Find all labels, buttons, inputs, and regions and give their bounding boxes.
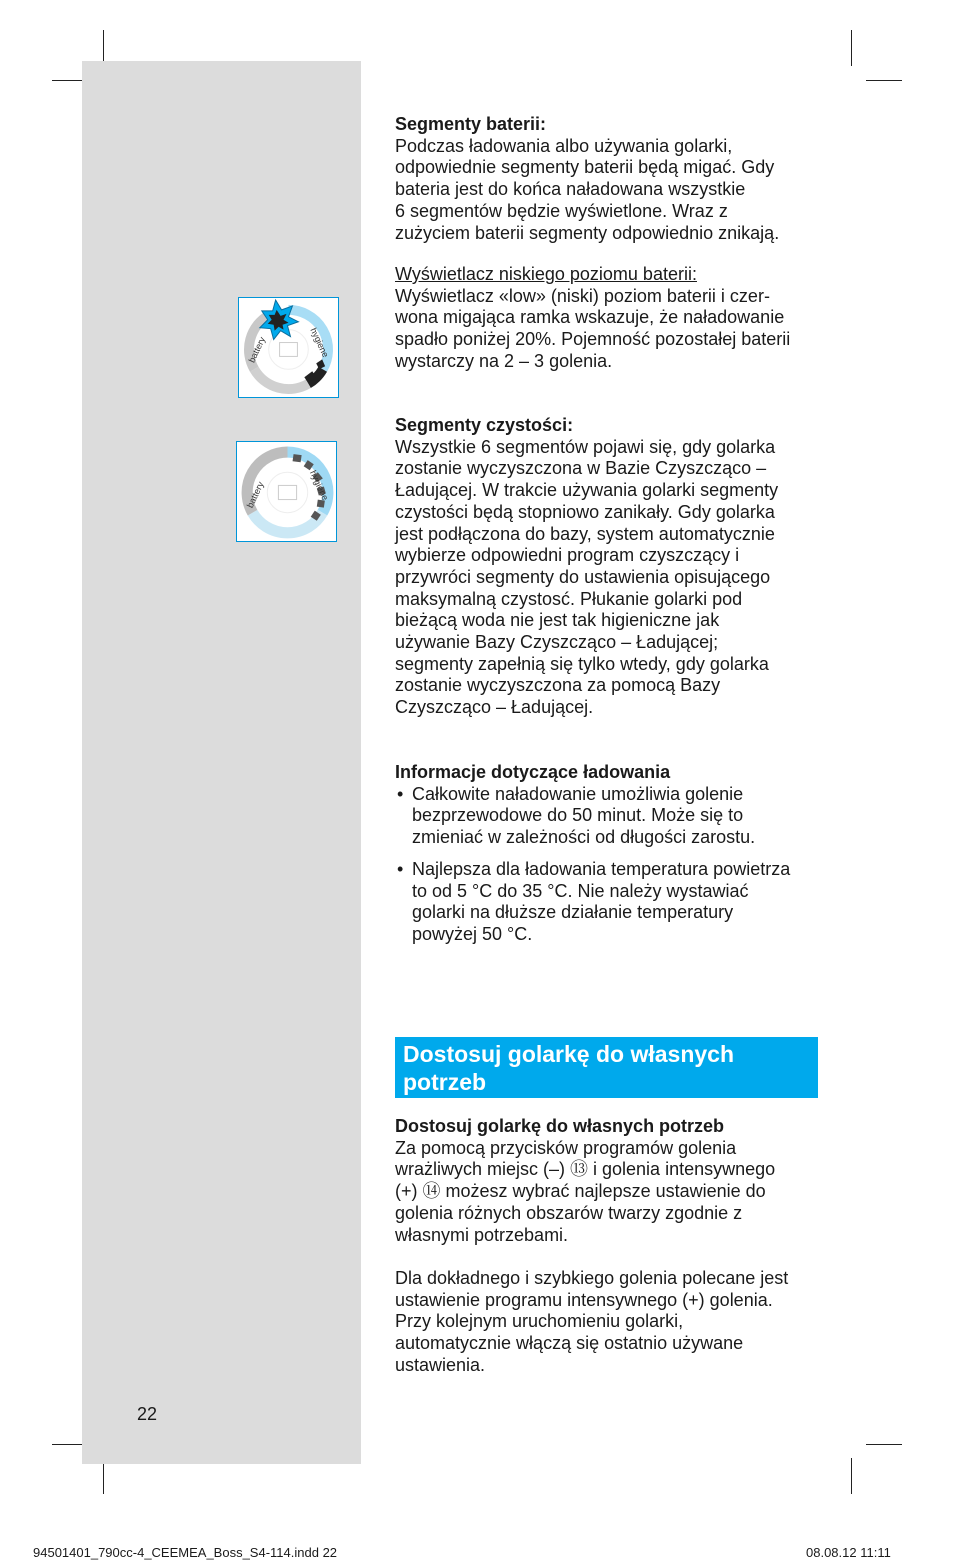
paragraph-line: wybierze odpowiedni program czyszczący i — [395, 545, 740, 566]
paragraph-line: golarki na dłuższe działanie temperatury — [412, 902, 734, 923]
paragraph-line: wona migająca ramka wskazuje, że naładowanie — [395, 307, 785, 328]
low-battery-display-icon — [238, 297, 339, 398]
paragraph-line: wrażliwych miejsc (–) ⑬ i golenia intensywnego — [395, 1159, 776, 1180]
hygiene-label: hygiene — [307, 468, 331, 502]
paragraph-line: Czyszcząco – Ładującej. — [395, 697, 594, 718]
paragraph-line: 6 segmentów będzie wyświetlone. Wraz z — [395, 200, 728, 221]
list-item — [395, 859, 825, 946]
paragraph-line: to od 5 °C do 35 °C. Nie należy wystawiać — [412, 880, 749, 901]
section-heading: Segmenty baterii: — [395, 114, 547, 134]
paragraph-line: bateria jest do końca naładowana wszystkie — [395, 179, 746, 200]
paragraph-line: (+) ⑭ możesz wybrać najlepsze ustawienie do — [395, 1181, 766, 1202]
crop-mark — [866, 80, 902, 81]
battery-label: battery — [244, 480, 266, 510]
crop-mark — [866, 1444, 902, 1445]
paragraph-line: zostanie wyczyszczona w Bazie Czyszcząco – — [395, 458, 767, 479]
section-heading: Informacje dotyczące ładowania — [395, 762, 671, 782]
spacer — [395, 1246, 825, 1268]
paragraph-line: odpowiednie segmenty baterii będą migać. Gdy — [395, 157, 775, 178]
banner-title-line: potrzeb — [403, 1069, 487, 1095]
paragraph-line: Podczas ładowania albo używania golarki, — [395, 135, 733, 156]
crop-mark — [851, 1458, 852, 1494]
section-banner — [395, 1037, 818, 1098]
paragraph-line: bieżącą woda nie jest tak higieniczne jak — [395, 610, 720, 631]
paragraph-line: Dla dokładnego i szybkiego golenia polecane jest — [395, 1267, 789, 1288]
paragraph-line: spadło poniżej 20%. Pojemność pozostałej baterii — [395, 329, 791, 350]
low-battery-section — [395, 264, 825, 373]
footer-date-time: 08.08.12 11:11 — [806, 1545, 891, 1560]
crop-mark — [851, 30, 852, 66]
section-heading: Segmenty czystości: — [395, 415, 574, 435]
customize-section — [395, 1116, 825, 1376]
paragraph-line: segmenty zapełnią się tylko wtedy, gdy golarka — [395, 653, 769, 674]
hygiene-segments-section — [395, 415, 825, 719]
paragraph-line: • Najlepsza dla ładowania temperatura powietrza — [412, 858, 791, 879]
paragraph-line: Wszystkie 6 segmentów pojawi się, gdy golarka — [395, 436, 776, 457]
paragraph-line: jest podłączona do bazy, system automatycznie — [395, 523, 775, 544]
battery-segments-section — [395, 114, 825, 244]
paragraph-line: powyżej 50 °C. — [412, 923, 533, 944]
paragraph-line: przywróci segmenty do ustawienia opisującego — [395, 566, 771, 587]
bullet-list — [395, 784, 825, 946]
banner-title-line: Dostosuj golarkę do własnych — [403, 1041, 735, 1067]
paragraph-line: ustawienia. — [395, 1354, 486, 1375]
paragraph-line: golenia różnych obszarów twarzy zgodnie z — [395, 1202, 743, 1223]
list-item — [395, 784, 825, 849]
section-heading: Wyświetlacz niskiego poziomu baterii: — [395, 264, 697, 284]
paragraph-line: • Całkowite naładowanie umożliwia golenie — [412, 783, 744, 804]
paragraph-line: automatycznie włączą się ostatnio używane — [395, 1333, 744, 1354]
paragraph-line: ustawienie programu intensywnego (+) golenia. — [395, 1289, 773, 1310]
sidebar-column — [82, 61, 361, 1464]
section-heading: Dostosuj golarkę do własnych potrzeb — [395, 1116, 725, 1136]
paragraph-line: bezprzewodowe do 50 minut. Może się to — [412, 805, 744, 826]
battery-label: battery — [246, 335, 268, 365]
paragraph-line: zmieniać w zależności od długości zarostu. — [412, 827, 756, 848]
footer-file-info: 94501401_790cc-4_CEEMEA_Boss_S4-114.indd 22 — [33, 1545, 338, 1560]
hygiene-label: hygiene — [308, 326, 331, 359]
paragraph-line: własnymi potrzebami. — [395, 1224, 569, 1245]
paragraph-line: Za pomocą przycisków programów golenia — [395, 1137, 737, 1158]
paragraph-line: maksymalną czystosć. Płukanie golarki pod — [395, 588, 743, 609]
paragraph-line: zużyciem baterii segmenty odpowiednio znikają. — [395, 222, 780, 243]
hygiene-segments-display-icon — [236, 441, 337, 542]
paragraph-line: Ładującej. W trakcie używania golarki segmenty — [395, 480, 779, 501]
paragraph-line: wystarczy na 2 – 3 golenia. — [395, 350, 613, 371]
paragraph-line: czystości będą stopniowo zanikały. Gdy golarka — [395, 501, 775, 522]
paragraph-line: zostanie wyczyszczona za pomocą Bazy — [395, 675, 721, 696]
paragraph-line: Przy kolejnym uruchomieniu golarki, — [395, 1311, 684, 1332]
paragraph-line: Wyświetlacz «low» (niski) poziom baterii i czer- — [395, 285, 770, 306]
page-number: 22 — [137, 1404, 158, 1424]
paragraph-line: używanie Bazy Czyszcząco – Ładującej; — [395, 632, 719, 653]
charging-info-section — [395, 762, 825, 956]
